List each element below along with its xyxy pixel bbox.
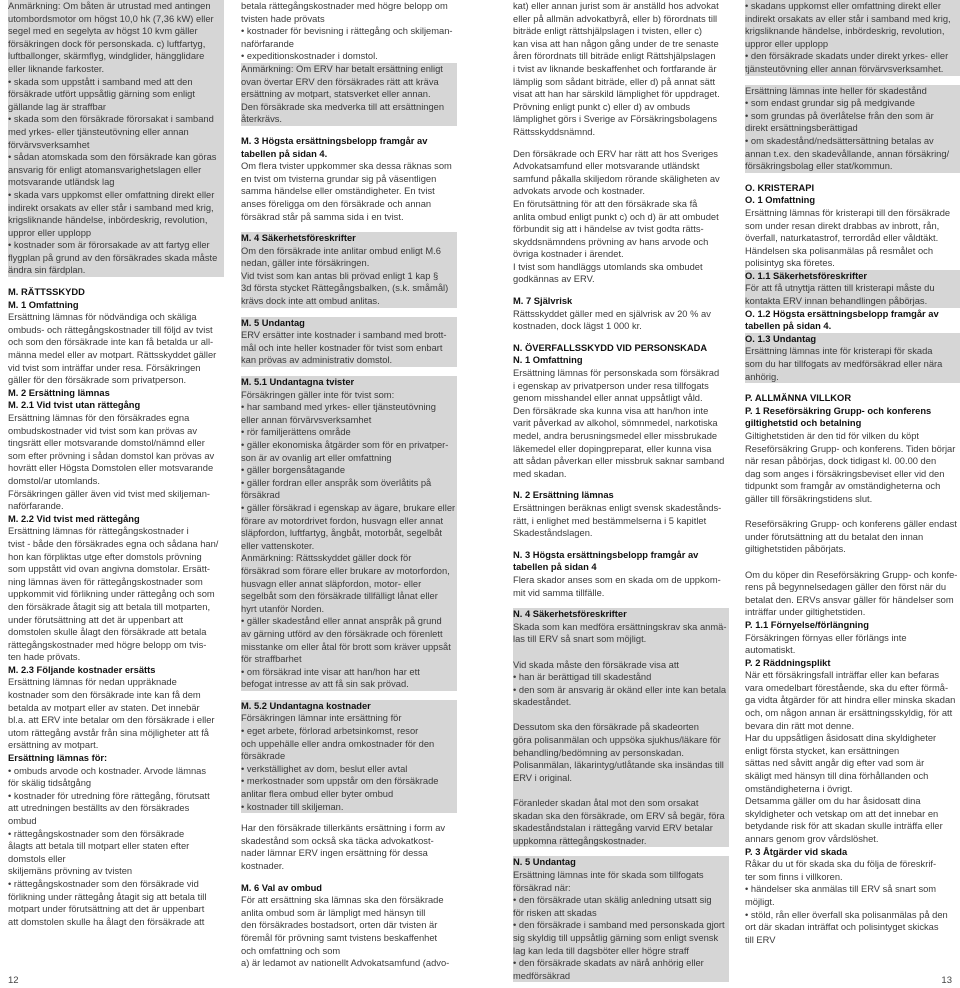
spacer xyxy=(513,599,729,608)
body-paragraph: Ersättning lämnas inte för kristerapi för skada som du har tillfogats av medförsäkrad eller nära anhörig. xyxy=(745,345,960,383)
section-heading: O. 1.3 Undantag xyxy=(745,333,960,346)
body-paragraph: När ett försäkringsfall inträffar eller kan befaras vara omedelbart förestående, ska du efter förmå- ga vidta åtgärder för att hindra eller minska skadan och, om någon annan är ersättningsskyldig, för att bevara din rätt mot denne. Har du uppsåtligen åsidosatt dina skyldigheter enligt första stycket, kan ersättningen sättas ned såvitt angår dig efter vad som är skäligt med hänsyn till dina förhållanden och omständigheterna i övrigt. Detsamma gäller om du har åsidosatt dina skyldigheter och vetskap om att det innebar en betydande risk för att skadan skulle inträffa eller annars genom grov vårdslöshet. xyxy=(745,670,956,844)
body-paragraph: För att ersättning ska lämnas ska den försäkrade anlita ombud som är lämpligt med hänsyn till den försäkrades bostadsort, orten där tvisten är föremål för prövning samt tvistens beskaffenhet och omfattning och som a) är ledamot av nationellt Advokatsamfund (advo- xyxy=(241,895,450,969)
spacer xyxy=(513,847,729,856)
body-paragraph: Om den försäkrade inte anlitar ombud enligt M.6 nedan, gäller inte försäkringen. Vid tvist som kan antas bli prövad enligt 1 kap § 3d första stycket Rättegångsbalken, (s.k. småmål) krävs dock inte att ombud anlitas. xyxy=(241,245,457,308)
body-paragraph: Rättsskyddet gäller med en självrisk av 20 % av kostnaden, dock lägst 1 000 kr. xyxy=(513,308,711,332)
section-heading: M. 7 Självrisk xyxy=(513,296,573,307)
body-paragraph: Anmärkning: Rättsskyddet gäller dock för försäkrad som förare eller brukare av motorfordon, husvagn eller annat släpfordon, motor- eller segelbåt som den försäkrade tillfälligt lånat eller hyrt utanför Norden. xyxy=(241,552,457,615)
body-paragraph: Flera skador anses som en skada om de uppkom- mit vid samma tillfälle. xyxy=(513,574,721,598)
body-paragraph: Försäkringen gäller inte för tvist som: • har samband med yrkes- eller tjänsteutövning eller annan förvärvsverksamhet • rör familjerättens område • gäller ekonomiska åtgärder som för en privatper- son är av ovanlig art eller omfattning • gäller borgensåtagande • gäller fordran eller anspråk som överlåtits på försäkrad • gäller försäkrad i egenskap av ägare, brukare eller förare av motordrivet fordon, husvagn eller annat släpfordon, luftfartyg, ångbåt, motorbåt, segelbåt eller vattenskoter. xyxy=(241,389,456,551)
spacer xyxy=(513,333,729,342)
spacer xyxy=(241,691,457,700)
body-paragraph: Skada som kan medföra ersättningskrav ska anmä- las till ERV så snart som möjligt. Vid skada måste den försäkrade visa att • han är berättigad till skadestånd • den som är ansvarig är okänd eller inte kan betala skadeståndet. Dessutom ska den försäkrade på skadeorten göra polisanmälan och uppsöka sjukhus/läkare för behandling/bedömning av personskadan. Polisanmälan, läkarintyg/utlåtande ska insändas till ERV i original. Föranleder skadan åtal mot den som orsakat skadan ska den försäkrade, om ERV så begär, föra skadeståndstalan i rättegång varvid ERV betalar uppkomna rättegångskostnader. xyxy=(513,621,729,848)
spacer xyxy=(8,277,224,286)
body-paragraph: Ersättning lämnas för kristerapi till den försäkrade som under resan direkt drabbas av inbrott, rån, överfall, naturkatastrof, terrordåd eller våldtäkt. Händelsen ska polisanmälas på resmålet och polisintyg ska företes. xyxy=(745,207,951,269)
spacer xyxy=(241,223,457,232)
body-paragraph: För att få utnyttja rätten till kristerapi måste du kontakta ERV innan behandlingen påbörjas. xyxy=(745,282,960,307)
body-paragraph: Ersättning lämnas inte för skada som tillfogats försäkrad när: • den försäkrade utan skälig anledning utsatt sig för risken att skadas • den försäkrade i samband med personskada gjort sig skyldig till uppsåtlig gärning som enligt svensk lag kan leda till dagsböter eller högre straff • den försäkrade skadats av närå anhörig eller medförsäkrad xyxy=(513,869,729,982)
section-heading: P. ALLMÄNNA VILLKOR xyxy=(745,393,852,404)
spacer xyxy=(241,813,457,822)
body-paragraph: Ersättningen beräknas enligt svensk skadestånds- rätt, i enlighet med bestämmelserna i 5 kapitlet Skadeståndslagen. xyxy=(513,502,722,539)
body-paragraph: betala rättegångskostnader med högre belopp om tvisten hade prövats • kostnader för bevisning i rättegång och skiljeman- naförfarande • expeditionskostnader i domstol. xyxy=(241,1,453,62)
spacer xyxy=(745,383,960,392)
spacer xyxy=(241,367,457,376)
spacer xyxy=(513,480,729,489)
section-heading: M. 2.1 Vid tvist utan rättegång xyxy=(8,400,141,411)
body-paragraph: kat) eller annan jurist som är anställd hos advokat eller på allmän advokatbyrå, eller b) förordnats till biträde enligt rättshjälpslagen i tvisten, eller c) kan visa att han någon gång under de tre senaste åren förordnats till biträde enligt Rättshjälpslagen i tvist av liknande beskaffenhet och fortfarande är lämplig som sådant biträde, eller d) på annat sätt visat att han har särskild lämplighet för uppdraget. Prövning enligt punkt c) eller d) av ombuds lämplighet görs i Sverige av Försäkringsbolagens Rättsskyddsnämnd. xyxy=(513,1,720,137)
section-heading: P. 3 Åtgärder vid skada xyxy=(745,846,848,857)
section-heading: M. 3 Högsta ersättningsbelopp framgår av tabellen på sidan 4. xyxy=(241,135,428,159)
page-number-right: 13 xyxy=(941,975,952,986)
section-heading: O. KRISTERAPI xyxy=(745,182,815,193)
body-paragraph: • skadans uppkomst eller omfattning direkt eller indirekt orsakats av eller står i samband med krig, krigsliknande händelse, inbördeskrig, revolution, uppror eller upplopp • den försäkrade skadats under direkt yrkes- eller tjänsteutövning eller annan förvärvsverksamhet. xyxy=(745,0,960,76)
section-heading: O. 1.2 Högsta ersättningsbelopp framgår av tabellen på sidan 4. xyxy=(745,308,939,332)
spacer xyxy=(745,76,960,85)
body-paragraph: Giltighetstiden är den tid för vilken du köpt Reseförsäkring Grupp- och konferens. Tiden börjar när resan påbörjas, dock tidigast kl. 00.00 den dag som anges i försäkringsbeviset eller vid den tidpunkt som framgår av omständigheterna och gäller till försäkringstidens slut. Reseförsäkring Grupp- och konferens gäller endast under förutsättning att du betalat den innan giltighetstiden påbörjats. Om du köper din Reseförsäkring Grupp- och konfe- rens på begynnelsedagen gäller den först när du betalat den. ERVs ansvar gäller för händelser som inträffar under giltighetstiden. xyxy=(745,431,958,618)
body-paragraph: Den försäkrade och ERV har rätt att hos Sveriges Advokatsamfund eller motsvarande utländskt samfund påkalla skiljedom rörande skäligheten av advokats arvode och kostnader. En förutsättning för att den försäkrade ska få anlita ombud enligt punkt c) och d) är att ombudet förbundit sig att i händelse av tvist godta rätts- skyddsnämndens prövning av hans arvode och övriga kostnader i ärendet. I tvist som handläggs utomlands ska ombudet godkännas av ERV. xyxy=(513,148,720,285)
column-3 xyxy=(513,0,729,982)
body-paragraph: Ersättning lämnas inte heller för skadestånd • som endast grundar sig på medgivande • som grundas på överlåtelse från den som är direkt ersättningsberättigad • om skadestånd/nedsättersättning betalas av annan t.ex. den skadevållande, annan försäkring/ försäkringsbolag eller stat/kommun. xyxy=(745,85,960,173)
body-paragraph: Försäkringen förnyas eller förlängs inte automatiskt. xyxy=(745,632,907,656)
section-heading: M. 2.3 Följande kostnader ersätts xyxy=(8,664,156,675)
spacer xyxy=(241,308,457,317)
page-number-left: 12 xyxy=(8,975,19,986)
column-2 xyxy=(241,0,457,970)
body-paragraph: • ombuds arvode och kostnader. Arvode lämnas för skälig tidsåtgång • kostnader för utredning före rättegång, förutsatt att utredningen beställts av den försäkrades ombud • rättegångskostnader som den försäkrade ålagts att betala till motpart eller staten efter domstols eller skiljemäns prövning av tvisten • rättegångskostnader som den försäkrade vid förlikning under rättegång åtagit sig att betala till motpart under förutsättning att det är uppenbart att domstolen skulle ha ålagt den försäkrade att xyxy=(8,765,210,927)
section-heading: M. 4 Säkerhetsföreskrifter xyxy=(241,232,457,245)
section-heading: Ersättning lämnas för: xyxy=(8,753,108,764)
body-paragraph: Försäkringen lämnar inte ersättning för • eget arbete, förlorad arbetsinkomst, resor och uppehälle eller andra omkostnader för den försäkrade • verkställighet av dom, beslut eller avtal • merkostnader som uppstår om den försäkrade anlitar flera ombud eller byter ombud • kostnader till skiljeman. xyxy=(241,712,457,813)
section-heading: M. RÄTTSSKYDD xyxy=(8,287,85,298)
body-paragraph: ERV ersätter inte kostnader i samband med brott- mål och inte heller kostnader för tvist som enbart kan prövas av administrativ domstol. xyxy=(241,329,457,367)
spacer xyxy=(513,540,729,549)
body-paragraph: Ersättning lämnas för personskada som försäkrad i egenskap av privatperson under resa tillfogats genom misshandel eller annat uppsåtligt våld. Den försäkrade ska kunna visa att han/hon inte varit påverkad av alkohol, sömnmedel, narkotiska medel, andra berusningsmedel eller missbrukade läkemedel eller dopingpreparat, eller kunna visa att sådan påverkan eller missbruk saknar samband med skadan. xyxy=(513,368,725,479)
body-paragraph: • gäller skadestånd eller annat anspråk på grund av gärning utförd av den försäkrade och förenlett misstanke om eller åtal för brott som kräver uppsåt för straffbarhet • om försäkrad inte visar att han/hon har ett befogat intresse av att få sin sak prövad. xyxy=(241,615,457,691)
section-heading: O. 1.1 Säkerhetsföreskrifter xyxy=(745,270,960,283)
section-heading: M. 1 Omfattning xyxy=(8,299,79,310)
column-4 xyxy=(745,0,960,946)
body-paragraph: Ersättning lämnas för nedan uppräknade kostnader som den försäkrade inte kan få dem betalda av motpart eller av staten. Det innebär bl.a. att ERV inte betalar om den försäkrade i eller utom rättegång avstår från sina möjligheter att få ersättning av motpart. xyxy=(8,677,215,751)
body-paragraph: Råkar du ut för skada ska du följa de föreskrif- ter som finns i villkoren. • händelser ska anmälas till ERV så snart som möjligt. • stöld, rån eller överfall ska polisanmälas på den ort där skadan inträffat och polisintyget skickas till ERV xyxy=(745,859,948,945)
section-heading: M. 5 Undantag xyxy=(241,317,457,330)
section-heading: P. 1.1 Förnyelse/förlängning xyxy=(745,619,869,630)
body-paragraph: Har den försäkrade tillerkänts ersättning i form av skadestånd som också ska täcka advokatkost- nader lämnar ERV ingen ersättning för dessa kostnader. xyxy=(241,823,446,871)
body-paragraph: • skada som uppstått i samband med att den försäkrade utfört uppsåtlig gärning som enligt gällande lag är straffbar • skada som den försäkrade förorsakat i samband med yrkes- eller tjänsteutövning eller annan förvärvsverksamhet • sådan atomskada som den försäkrade kan göras ansvarig för enligt atomansvarighetslagen eller motsvarande utländsk lag • skada vars uppkomst eller omfattning direkt eller indirekt orsakats av eller står i samband med krig, krigsliknande händelse, inbördeskrig, revolution, uppror eller upplopp • kostnader som är förorsakade av att fartyg eller flygplan på grund av den försäkrades skada måste ändra sin färdplan. xyxy=(8,76,224,278)
section-heading: N. ÖVERFALLSSKYDD VID PERSONSKADA xyxy=(513,342,708,353)
section-heading: M. 2 Ersättning lämnas xyxy=(8,387,110,398)
spacer xyxy=(513,286,729,295)
spacer xyxy=(241,126,457,135)
body-paragraph: Anmärkning: Om ERV har betalt ersättning enligt ovan övertar ERV den försäkrades rätt att kräva ersättning av motpart, statsverket eller annan. Den försäkrade ska medverka till att ersättningen återkrävs. xyxy=(241,63,457,126)
column-1 xyxy=(8,0,224,928)
body-paragraph: Anmärkning: Om båten är utrustad med antingen utombordsmotor om högst 10,0 hk (7,36 kW) eller segel med en segelyta av högst 10 kvm gäller försäkringen dock för personskada. c) luftfartyg, luftballonger, skärmflyg, windglider, hängglidare eller liknande farkoster. xyxy=(8,0,224,76)
body-paragraph: Ersättning lämnas för nödvändiga och skäliga ombuds- och rättegångskostnader till följd av tvist och som den försäkrade inte kan få betalda ur all- männa medel eller av motpart. Rättsskyddet gäller vid tvist som inträffar under resa. Försäkringen gäller för den försäkrade som privatperson. xyxy=(8,312,217,386)
section-heading: M. 2.2 Vid tvist med rättegång xyxy=(8,513,140,524)
section-heading: N. 4 Säkerhetsföreskrifter xyxy=(513,608,729,621)
body-paragraph: Ersättning lämnas för rättegångskostnader i tvist - både den försäkrades egna och sådana han/ hon kan förpliktas utge efter domstols prövning som uppstått vid ovan angivna domstolar. Ersätt- ning lämnas även för rättegångskostnader som uppkommit vid förlikning under rättegång och som den försäkrade åtagit sig att betala till motparten, under förutsättning att det är uppenbart att domstolen skulle ålagt den försäkrade att betala rättegångskostnader med högre belopp om tvis- ten hade prövats. xyxy=(8,526,219,663)
section-heading: M. 5.2 Undantagna kostnader xyxy=(241,700,457,713)
section-heading: M. 5.1 Undantagna tvister xyxy=(241,376,457,389)
section-heading: M. 6 Val av ombud xyxy=(241,882,323,893)
section-heading: N. 2 Ersättning lämnas xyxy=(513,490,614,501)
spacer xyxy=(241,873,457,882)
section-heading: N. 3 Högsta ersättningsbelopp framgår av tabellen på sidan 4 xyxy=(513,549,699,573)
section-heading: P. 1 Reseförsäkring Grupp- och konferens giltighetstid och betalning xyxy=(745,405,932,429)
body-paragraph: Om flera tvister uppkommer ska dessa räknas som en tvist om tvisterna grundar sig på väsentligen samma händelse eller omständigheter. En tvist anses föreligga om den försäkrade och annan försäkrad står på samma sida i en tvist. xyxy=(241,161,452,222)
section-heading: P. 2 Räddningsplikt xyxy=(745,657,831,668)
section-heading: N. 1 Omfattning xyxy=(513,355,583,366)
section-heading: N. 5 Undantag xyxy=(513,856,729,869)
section-heading: O. 1 Omfattning xyxy=(745,195,816,206)
spacer xyxy=(745,173,960,182)
spacer xyxy=(513,139,729,148)
body-paragraph: Ersättning lämnas för den försäkrades egna ombudskostnader vid tvist som kan prövas av tingsrätt eller motsvarande domstol/nämnd eller som efter prövning i sådan domstol kan prövas av hovrätt eller Högsta Domstolen eller motsvarande domstol/ar utomlands. Försäkringen gäller även vid tvist med skiljeman- naförfarande. xyxy=(8,413,215,512)
